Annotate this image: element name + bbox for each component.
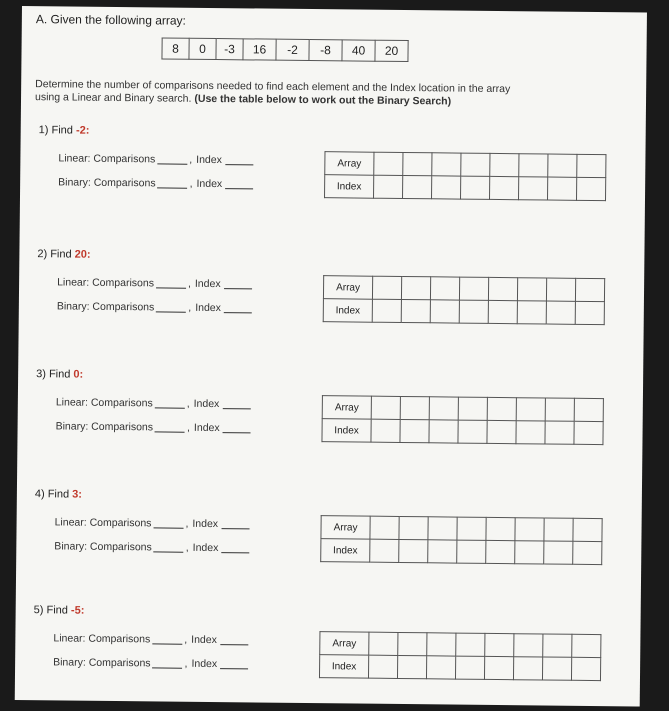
index-label: Index xyxy=(323,299,372,323)
problem-3 xyxy=(31,368,632,474)
instructions-line-2: using a Linear and Binary search. xyxy=(34,91,195,105)
comparisons-blank[interactable] xyxy=(153,527,183,528)
problem-2 xyxy=(32,248,633,354)
problem-title: 3) Find 0: xyxy=(36,368,84,381)
array-cell: -2 xyxy=(276,39,309,60)
array-cell: -8 xyxy=(309,40,342,61)
comparisons-blank[interactable] xyxy=(155,407,185,408)
array-label: Array xyxy=(321,516,370,540)
array-cell: 0 xyxy=(189,38,216,59)
index-blank[interactable] xyxy=(225,164,253,165)
array-cell: 16 xyxy=(243,39,276,60)
index-blank[interactable] xyxy=(223,432,251,433)
index-blank[interactable] xyxy=(224,312,252,313)
binary-line: Binary: Comparisons , Index xyxy=(56,420,251,434)
index-blank[interactable] xyxy=(220,644,248,645)
array-cell: 40 xyxy=(342,40,375,61)
work-table xyxy=(324,151,606,201)
problem-1 xyxy=(34,124,635,230)
array-label: Array xyxy=(322,396,371,420)
problem-title: 1) Find -2: xyxy=(38,124,90,137)
array-cell: -3 xyxy=(216,39,243,60)
array-cell: 20 xyxy=(375,40,408,61)
work-table xyxy=(320,515,602,565)
instructions-line-2-bold: (Use the table below to work out the Binary Search) xyxy=(194,92,452,108)
linear-line: Linear: Comparisons , Index xyxy=(58,152,253,166)
binary-line: Binary: Comparisons , Index xyxy=(53,656,248,670)
index-label: Index xyxy=(322,419,371,443)
problem-title: 5) Find -5: xyxy=(33,604,85,617)
linear-line: Linear: Comparisons , Index xyxy=(53,632,248,646)
index-blank[interactable] xyxy=(224,288,252,289)
comparisons-blank[interactable] xyxy=(156,311,186,312)
section-heading: A. Given the following array: xyxy=(35,12,187,28)
index-label: Index xyxy=(321,539,370,563)
binary-line: Binary: Comparisons , Index xyxy=(54,540,249,554)
index-label: Index xyxy=(325,175,374,199)
index-blank[interactable] xyxy=(220,668,248,669)
comparisons-blank[interactable] xyxy=(154,551,184,552)
problem-title: 2) Find 20: xyxy=(37,248,91,261)
work-table xyxy=(321,395,603,445)
instructions xyxy=(35,78,635,110)
work-table xyxy=(323,275,605,325)
index-label: Index xyxy=(319,655,368,679)
comparisons-blank[interactable] xyxy=(157,163,187,164)
comparisons-blank[interactable] xyxy=(153,667,183,668)
given-array-table xyxy=(161,37,408,62)
index-blank[interactable] xyxy=(221,528,249,529)
binary-line: Binary: Comparisons , Index xyxy=(58,176,253,190)
linear-line: Linear: Comparisons , Index xyxy=(56,396,251,410)
array-label: Array xyxy=(325,152,374,176)
index-blank[interactable] xyxy=(221,552,249,553)
worksheet-page xyxy=(15,6,647,707)
array-label: Array xyxy=(323,276,372,300)
array-label: Array xyxy=(320,632,369,656)
comparisons-blank[interactable] xyxy=(158,187,188,188)
index-blank[interactable] xyxy=(225,188,253,189)
index-blank[interactable] xyxy=(222,408,250,409)
linear-line: Linear: Comparisons , Index xyxy=(57,276,252,290)
problem-5 xyxy=(29,604,630,710)
array-cell: 8 xyxy=(162,38,189,59)
problem-4 xyxy=(30,488,631,594)
instructions-line-1: Determine the number of comparisons needed to find each element and the Index location in the array xyxy=(35,78,511,96)
comparisons-blank[interactable] xyxy=(152,643,182,644)
binary-line: Binary: Comparisons , Index xyxy=(57,300,252,314)
comparisons-blank[interactable] xyxy=(156,287,186,288)
problem-title: 4) Find 3: xyxy=(34,488,83,501)
work-table xyxy=(319,631,601,681)
comparisons-blank[interactable] xyxy=(155,431,185,432)
linear-line: Linear: Comparisons , Index xyxy=(55,516,250,530)
